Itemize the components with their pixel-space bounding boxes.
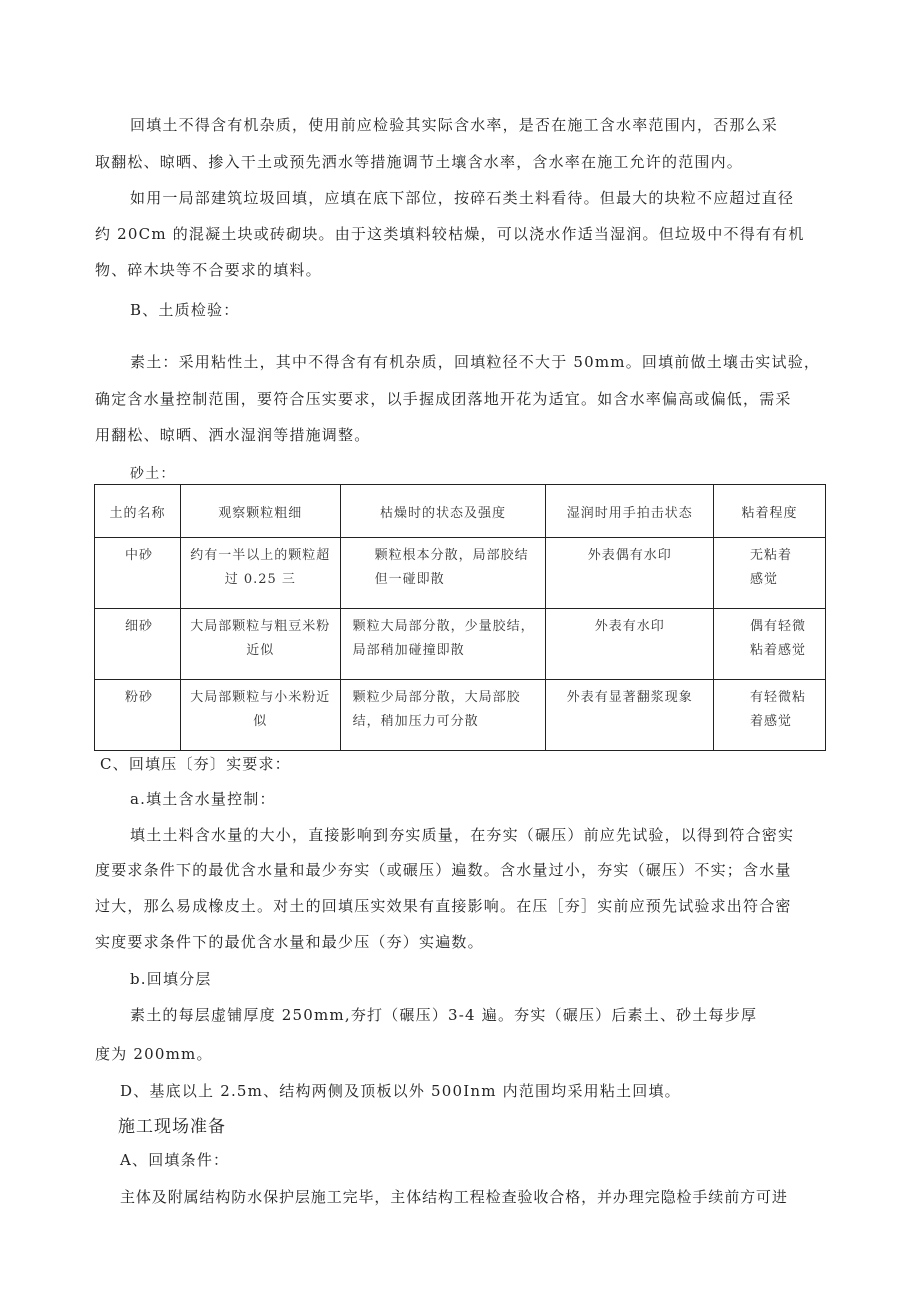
- table-cell: 中砂: [125, 548, 154, 563]
- para1-line2: 取翻松、晾晒、掺入干土或预先洒水等措施调节土壤含水率，含水率在施工允许的范围内。: [95, 153, 744, 171]
- table-cell: 外表有水印: [594, 619, 665, 634]
- para3-line1: 素土：采用粘性土，其中不得含有有机杂质，回填粒径不大于 50mm。回填前做土壤击实试验，: [130, 353, 821, 371]
- table-cell: 颗粒根本分散，局部胶结但一碰即散: [374, 548, 529, 587]
- sub-a-heading: a.填土含水量控制：: [130, 790, 276, 808]
- para3-line2: 确定含水量控制范围，要符合压实要求，以手握成团落地开花为适宜。如含水率偏高或偏低，需采: [95, 390, 792, 408]
- sand-label: 砂土：: [130, 466, 176, 482]
- para6-line1: 主体及附属结构防水保护层施工完毕，主体结构工程检查验收合格，并办理完隐检手续前方可进: [120, 1188, 788, 1206]
- section-a2-heading: A、回填条件：: [120, 1151, 230, 1169]
- section-c-heading: C、回填压〔夯〕实要求：: [100, 755, 291, 773]
- table-cell: 颗粒大局部分散，少量胶结，局部稍加碰撞即散: [352, 619, 535, 658]
- table-header: 粘着程度: [714, 485, 826, 538]
- table-row: [95, 680, 826, 751]
- para3-line3: 用翻松、晾晒、洒水湿润等措施调整。: [95, 426, 371, 444]
- table-cell: 外表偶有水印: [587, 548, 672, 563]
- table-cell: 细砂: [125, 619, 154, 634]
- page-heading: 施工现场准备: [118, 1117, 226, 1137]
- sand-soil-table: [94, 484, 826, 751]
- table-header-row: [95, 485, 826, 538]
- table-cell: 大局部颗粒与粗豆米粉近似: [190, 619, 331, 658]
- para5-line2: 度为 200mm。: [95, 1045, 213, 1063]
- table-row: [95, 538, 826, 609]
- para4-line1: 填土土料含水量的大小，直接影响到夯实质量，在夯实（碾压）前应先试验，以得到符合密实: [130, 826, 795, 844]
- table-row: [95, 609, 826, 680]
- table-cell: 有轻微粘着感觉: [750, 690, 807, 729]
- table-header: 观察颗粒粗细: [180, 485, 340, 538]
- table-cell: 约有一半以上的颗粒超过 0.25 三: [190, 548, 331, 587]
- table-header: 土的名称: [95, 485, 181, 538]
- sub-b-heading: b.回填分层: [130, 970, 212, 988]
- table-cell: 外表有显著翻浆现象: [566, 690, 693, 705]
- section-b-heading: B、土质检验：: [130, 301, 240, 319]
- table-header: 湿润时用手拍击状态: [546, 485, 714, 538]
- table-cell: 大局部颗粒与小米粉近似: [190, 690, 331, 729]
- para4-line4: 实度要求条件下的最优含水量和最少压（夯）实遍数。: [95, 933, 484, 951]
- table-cell: 偶有轻微粘着感觉: [750, 619, 807, 658]
- table-header: 枯燥时的状态及强度: [340, 485, 546, 538]
- para4-line2: 度要求条件下的最优含水量和最少夯实（或碾压）遍数。含水量过小，夯实（碾压）不实；含水量: [95, 861, 792, 879]
- para1-line1: 回填土不得含有机杂质，使用前应检验其实际含水率，是否在施工含水率范围内，否那么采: [130, 116, 779, 134]
- section-d-text: D、基底以上 2.5m、结构两侧及顶板以外 500Inm 内范围均采用粘土回填。: [120, 1082, 681, 1100]
- table-cell: 粉砂: [125, 690, 154, 705]
- table-cell: 颗粒少局部分散，大局部胶结，稍加压力可分散: [352, 690, 521, 729]
- table-cell: 无粘着感觉: [750, 548, 793, 587]
- para5-line1: 素土的每层虚铺厚度 250mm,夯打（碾压）3-4 遍。夯实（碾压）后素土、砂土每步厚: [130, 1006, 758, 1024]
- para4-line3: 过大，那么易成橡皮土。对土的回填压实效果有直接影响。在压［夯］实前应预先试验求出符合密: [95, 897, 792, 915]
- para2-line1: 如用一局部建筑垃圾回填，应填在底下部位，按碎石类土料看待。但最大的块粒不应超过直径: [130, 189, 795, 207]
- para2-line2: 约 20Cm 的混凝土块或砖砌块。由于这类填料较枯燥，可以浇水作适当湿润。但垃圾中不得有有机: [95, 225, 805, 243]
- para2-line3: 物、碎木块等不合要求的填料。: [95, 261, 322, 279]
